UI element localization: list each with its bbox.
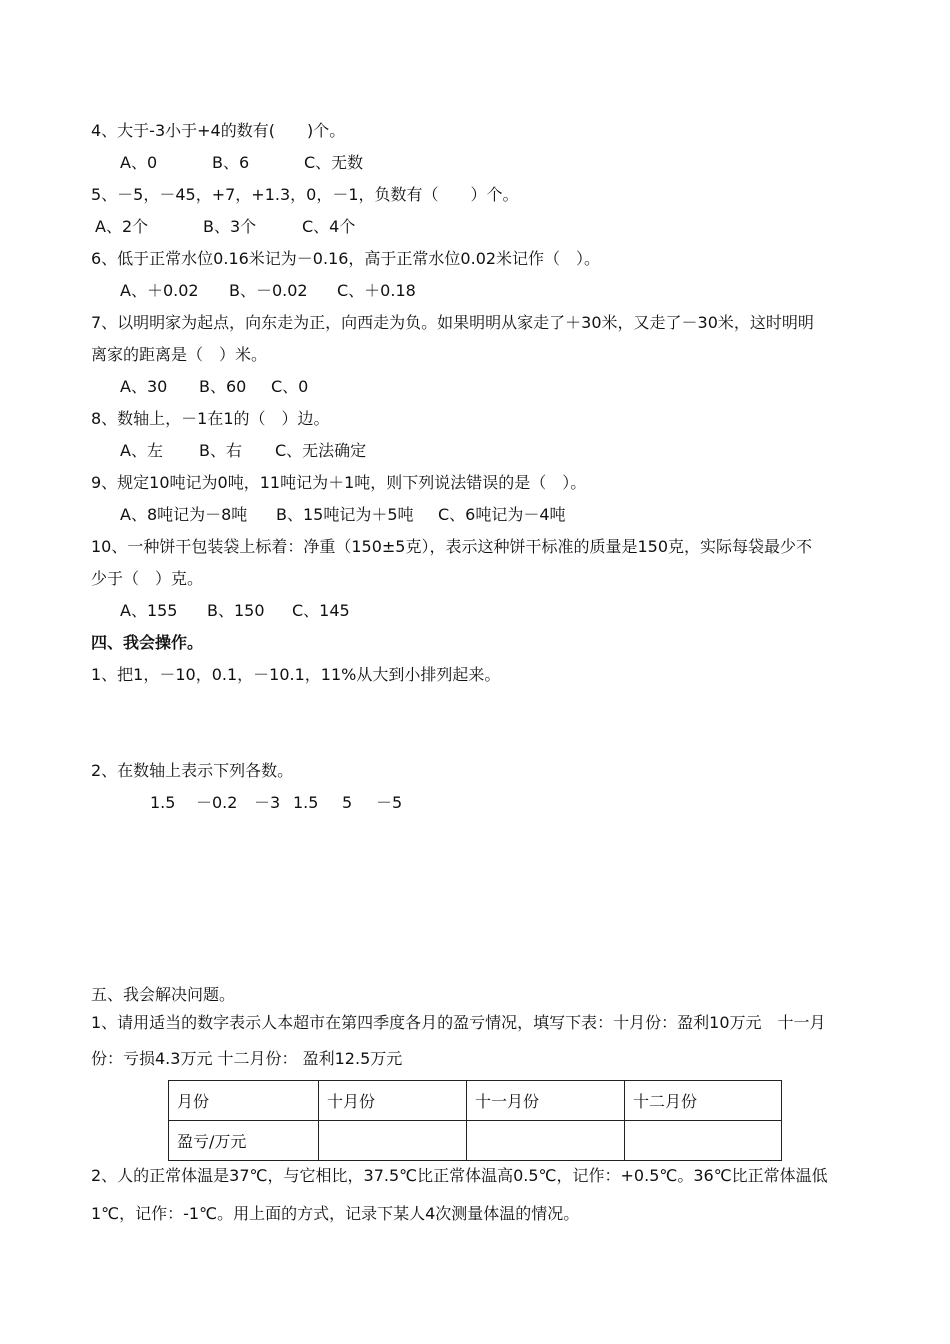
table-header-row xyxy=(169,1081,782,1121)
question-7-line-2: 离家的距离是（ ）米。 xyxy=(91,345,268,364)
number-item: 1.5 xyxy=(150,793,176,812)
section-4-item-2: 2、在数轴上表示下列各数。 xyxy=(91,761,294,780)
q10-option-a: A、155 xyxy=(120,601,178,620)
question-10-line-1: 10、一种饼干包装袋上标着：净重（150±5克），表示这种饼干标准的质量是150克，实际每袋最少不 xyxy=(91,537,813,556)
table-row-label: 盈亏/万元 xyxy=(169,1121,319,1161)
q6-option-b: B、－0.02 xyxy=(229,281,308,300)
table-empty-cell xyxy=(319,1121,467,1161)
section-5-item-1-line-1: 1、请用适当的数字表示人本超市在第四季度各月的盈亏情况，填写下表：十月份：盈利10万元 十一月 xyxy=(91,1013,826,1032)
q9-option-b: B、15吨记为＋5吨 xyxy=(276,505,414,524)
question-6: 6、低于正常水位0.16米记为－0.16，高于正常水位0.02米记作（ ）。 xyxy=(91,249,601,268)
q7-option-b: B、60 xyxy=(199,377,247,396)
table-header-cell: 月份 xyxy=(169,1081,319,1121)
question-5: 5、－5，－45，+7，+1.3，0，－1，负数有（ ）个。 xyxy=(91,185,519,204)
q9-option-c: C、6吨记为－4吨 xyxy=(438,505,566,524)
table-empty-cell xyxy=(467,1121,625,1161)
q7-option-a: A、30 xyxy=(120,377,168,396)
section-5-heading: 五、我会解决问题。 xyxy=(91,985,236,1004)
q5-option-b: B、3个 xyxy=(203,217,257,236)
table-header-cell: 十一月份 xyxy=(467,1081,625,1121)
q4-option-b: B、6 xyxy=(212,153,250,172)
section-5-item-1-line-2: 份：亏损4.3万元 十二月份： 盈利12.5万元 xyxy=(91,1049,403,1068)
q5-option-a: A、2个 xyxy=(95,217,149,236)
table-header-cell: 十二月份 xyxy=(625,1081,782,1121)
question-4: 4、大于-3小于+4的数有( )个。 xyxy=(91,121,346,140)
q4-option-a: A、0 xyxy=(120,153,158,172)
number-item: 5 xyxy=(342,793,353,812)
section-5-item-2-line-2: 1℃，记作：-1℃。用上面的方式，记录下某人4次测量体温的情况。 xyxy=(91,1204,580,1223)
question-9: 9、规定10吨记为0吨，11吨记为＋1吨，则下列说法错误的是（ ）。 xyxy=(91,473,587,492)
number-item: 1.5 xyxy=(293,793,319,812)
table-header-cell: 十月份 xyxy=(319,1081,467,1121)
question-10-line-2: 少于（ ）克。 xyxy=(91,569,204,588)
q4-option-c: C、无数 xyxy=(304,153,364,172)
q8-option-b: B、右 xyxy=(199,441,242,460)
number-item: －5 xyxy=(376,793,403,812)
table-row xyxy=(169,1121,782,1161)
question-8: 8、数轴上，－1在1的（ ）边。 xyxy=(91,409,330,428)
q7-option-c: C、0 xyxy=(271,377,309,396)
number-item: －3 xyxy=(254,793,281,812)
section-4-heading: 四、我会操作。 xyxy=(91,633,204,652)
section-5-item-2-line-1: 2、人的正常体温是37℃，与它相比，37.5℃比正常体温高0.5℃，记作：+0.5℃。36℃比正常体温低 xyxy=(91,1166,828,1185)
q8-option-c: C、无法确定 xyxy=(275,441,367,460)
table-empty-cell xyxy=(625,1121,782,1161)
profit-loss-table xyxy=(168,1080,782,1161)
q10-option-c: C、145 xyxy=(292,601,350,620)
q8-option-a: A、左 xyxy=(120,441,163,460)
q10-option-b: B、150 xyxy=(207,601,265,620)
question-7-line-1: 7、以明明家为起点，向东走为正，向西走为负。如果明明从家走了＋30米，又走了－30米，这时明明 xyxy=(91,313,814,332)
q5-option-c: C、4个 xyxy=(302,217,356,236)
section-4-item-1: 1、把1，－10，0.1，－10.1，11%从大到小排列起来。 xyxy=(91,665,501,684)
q6-option-c: C、＋0.18 xyxy=(337,281,416,300)
q6-option-a: A、＋0.02 xyxy=(120,281,199,300)
q9-option-a: A、8吨记为－8吨 xyxy=(120,505,248,524)
number-item: －0.2 xyxy=(196,793,238,812)
